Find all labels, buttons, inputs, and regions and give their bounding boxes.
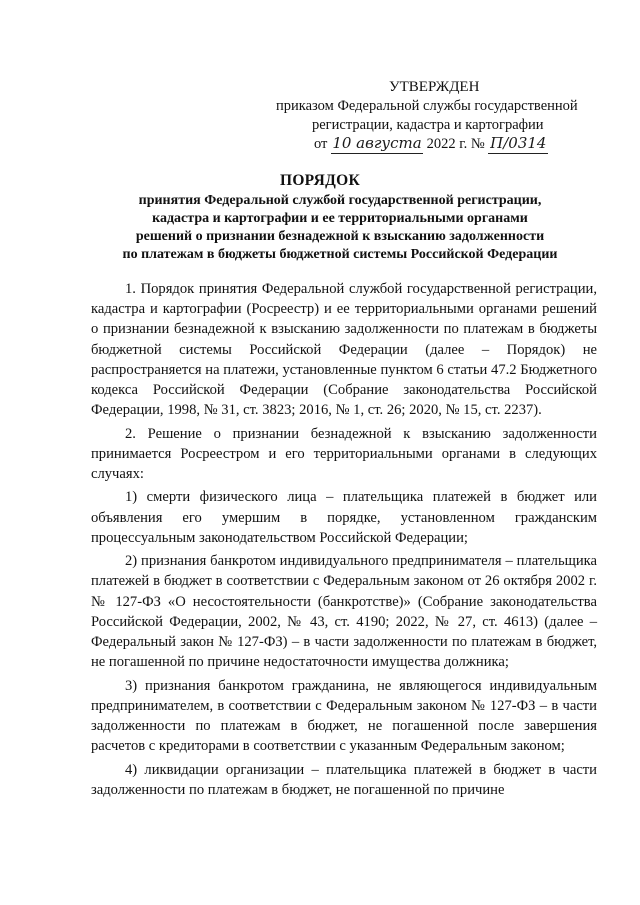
paragraph: 1) смерти физического лица – плательщика платежей в бюджет или объявления его умершим в порядке, установленном гражданским процессуальным законодательством Российской Федерации; [91,489,597,546]
year-text: 2022 г. № [426,136,485,152]
date-field [331,135,423,154]
from-prefix: от [314,136,328,152]
paragraph: 1. Порядок принятия Федеральной службой государственной регистрации, кадастра и картографии (Росреестр) и ее территориальными органами решений о признании безнадежной к взысканию задолженности по платежам в бюджеты бюджетной системы Российской Федерации (далее – Порядок) не распространяется на платежи, установленные пунктом 6 статьи 47.2 Бюджетного кодекса Российской Федерации (Собрание законодательства Российской Федерации, 1998, № 31, ст. 3823; 2016, № 1, ст. 26; 2020, № 15, ст. 2237). [91,281,597,419]
approval-block [274,78,604,154]
paragraph: 2) признания банкротом индивидуального предпринимателя – плательщика платежей в бюджет в соответствии с Федеральным законом от 26 октября 2002 г. № 127-ФЗ «О несостоятельности (банкротстве)» (Собрание законодательства Российской Федерации, 2002, № 43, ст. 4190; 2022, № 27, ст. 4613) (далее – Федеральный закон № 127-ФЗ) – в части задолженности по платежам в бюджет, не погашенной по причине недостаточности имущества должника; [91,553,597,671]
approval-line-1: приказом Федеральной службы государственной [276,98,578,114]
paragraph: 2. Решение о признании безнадежной к взысканию задолженности принимается Росреестром и его территориальными органами в следующих случаях: [91,425,597,483]
handwritten-date: 10 августа [332,134,422,152]
number-field [488,135,548,154]
subtitle-line: принятия Федеральной службой государственной регистрации, [138,193,542,208]
document-subtitle [100,192,580,264]
approved-label: УТВЕРЖДЕН [389,79,480,95]
approval-date-line [274,135,604,154]
paragraph: 3) признания банкротом гражданина, не являющегося индивидуальным предпринимателем, в соответствии с Федеральным законом № 127-ФЗ – в части задолженности по платежам в бюджет, не погашенной после завершения расчетов с кредиторами в соответствии с указанным Федеральным законом; [91,677,597,755]
subtitle-line: решений о признании безнадежной к взысканию задолженности [135,229,545,244]
approval-line-2: регистрации, кадастра и картографии [312,117,544,133]
document-body [91,279,597,803]
handwritten-number: П/0314 [490,134,547,152]
subtitle-line: кадастра и картографии и ее территориальными органами [152,211,528,226]
paragraph: 4) ликвидации организации – плательщика платежей в бюджет в части задолженности по платежам в бюджет, не погашенной по причине [91,761,597,798]
document-title: ПОРЯДОК [279,172,361,189]
subtitle-line: по платежам в бюджеты бюджетной системы Российской Федерации [122,247,558,262]
